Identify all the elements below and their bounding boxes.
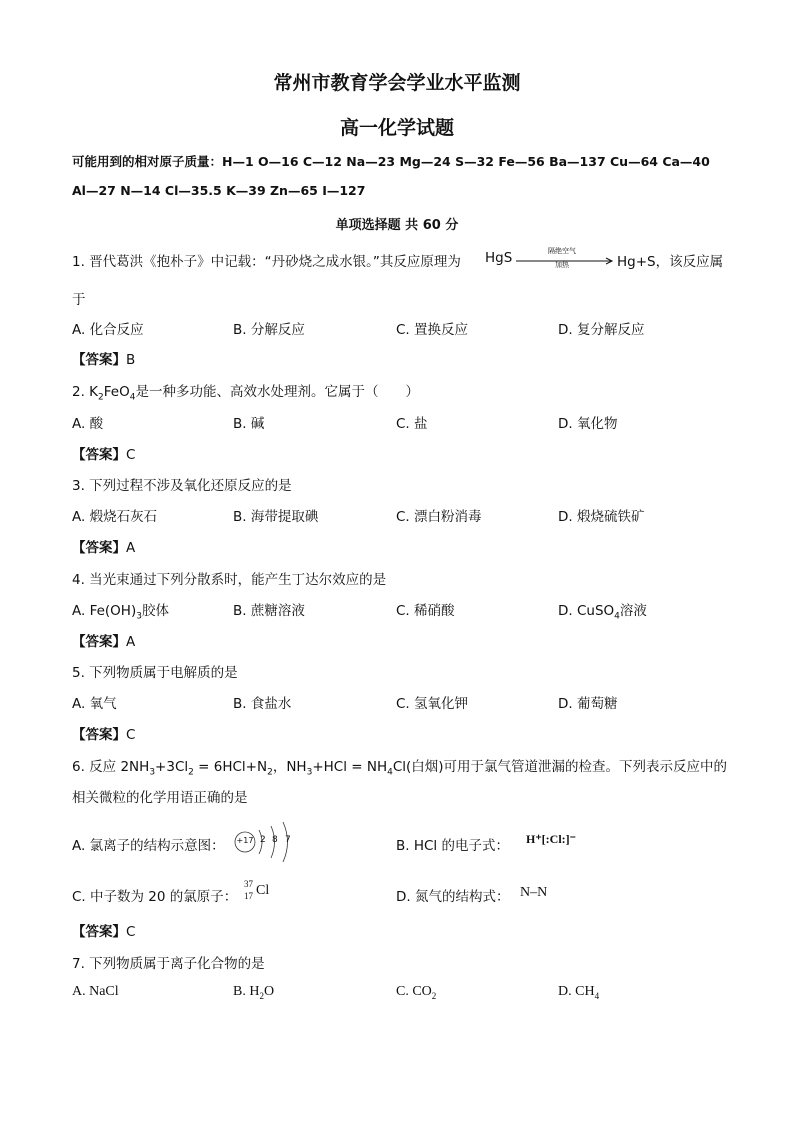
q2-option-b: B. 碱 [233,416,265,432]
q7-b-post: O [263,984,275,999]
q1-option-d: D. 复分解反应 [558,322,645,338]
question-5-stem: 5. 下列物质属于电解质的是 [72,665,238,681]
q6-answer [72,920,135,940]
q2-option-c: C. 盐 [396,416,428,432]
question-4-stem: 4. 当光束通过下列分散系时，能产生丁达尔效应的是 [72,572,387,588]
q1-option-a: A. 化合反应 [72,322,144,338]
question-3-stem: 3. 下列过程不涉及氧化还原反应的是 [72,478,292,494]
chloride-structure-diagram [232,818,302,864]
q4-a-post: 胶体 [141,603,169,619]
q1-stem-tail: ，该反应属 [655,254,724,270]
q1-reaction-arrow [516,246,616,270]
question-2-stem [72,380,419,403]
q7-d-pre: D. CH [558,984,595,999]
atomic-number: 17 [244,891,253,901]
q6-sub-e: 4 [387,767,393,778]
q6-s-f: Cl(白烟)可用于氯气管道泄漏的检查。下列表示反应中的 [392,759,728,775]
q6-s-e: +HCl = NH [312,759,388,775]
shell-1: 2 [260,835,266,845]
q1-option-b: B. 分解反应 [233,322,305,338]
q3-option-d: D. 煅烧硫铁矿 [558,509,645,525]
q4-option-d [558,599,647,622]
q5-answer-value: C [126,727,136,743]
shell-2: 8 [272,835,278,845]
q5-option-a: A. 氧气 [72,696,117,712]
q4-d-sub: 4 [614,611,620,622]
q7-option-d [558,984,599,1001]
q1-reactant: HgS [485,250,513,266]
q6-sub-c: 2 [267,767,273,778]
q6-option-c [72,885,237,905]
q6-d-label: D. 氮气的结构式： [396,889,510,905]
question-1-equation [485,250,512,266]
question-1-stem [72,250,461,270]
q2-sub1: 2 [98,392,104,403]
q6-option-b [396,834,509,854]
q6-sub-d: 3 [306,767,313,778]
atomic-masses-line2: Al—27 N—14 Cl—35.5 K—39 Zn—65 I—127 [72,183,366,198]
q4-a-pre: A. Fe(OH) [72,603,137,619]
q2-option-a: A. 酸 [72,416,104,432]
q1-product: Hg+S [617,254,656,270]
q6-option-a: A. 氯离子的结构示意图： [72,838,225,854]
q4-option-b: B. 蔗糖溶液 [233,603,305,619]
q1-answer [72,348,135,368]
q5-option-c: C. 氢氧化钾 [396,696,469,712]
q2-stem-post: 是一种多功能、高效水处理剂。它属于（ ） [135,384,419,400]
q1-cond-top: 隔绝空气 [548,247,576,255]
answer-label: 【答案】 [72,447,126,463]
section-heading: 单项选择题 共 60 分 [335,218,459,233]
q4-option-c: C. 稀硝酸 [396,603,455,619]
q6-s-c: = 6HCl+N [193,759,268,775]
q4-option-a [72,599,169,622]
q6-s-a: 6. 反应 2NH [72,759,150,775]
page-title: 常州市教育学会学业水平监测 [273,72,521,94]
chlorine-isotope-notation [244,879,274,905]
atomic-masses-line1: 可能用到的相对原子质量：H—1 O—16 C—12 Na—23 Mg—24 S—32 Fe—56 Ba—137 Cu—64 Ca—40 [72,154,710,169]
q7-option-a: A. NaCl [72,984,119,999]
q4-a-sub: 3 [136,611,142,622]
q4-answer-value: A [126,634,136,650]
answer-label: 【答案】 [72,634,126,650]
q6-s-b: +3Cl [155,759,189,775]
answer-label: 【答案】 [72,540,126,556]
question-1-stem-text: 1. 晋代葛洪《抱朴子》中记载：“丹砂烧之成水银。”其反应原理为 [72,254,461,270]
q7-c-sub: 2 [431,990,437,1001]
q4-answer [72,630,135,650]
q7-b-sub: 2 [259,990,264,1001]
q2-option-d: D. 氧化物 [558,416,618,432]
q4-d-pre: D. CuSO [558,603,615,619]
q5-answer [72,723,135,743]
q6-sub-b: 2 [188,767,194,778]
q2-stem-pre: 2. K [72,384,99,400]
page-subtitle: 高一化学试题 [339,117,454,139]
nitrogen-structural-formula: N–N [520,885,548,900]
q6-sub-a: 3 [149,767,156,778]
q7-option-b [233,984,274,1001]
q6-answer-value: C [126,924,136,940]
q1-option-c: C. 置换反应 [396,322,469,338]
answer-label: 【答案】 [72,727,126,743]
q7-b-pre: B. H [233,984,260,999]
mass-number: 37 [244,879,253,889]
q3-option-a: A. 煅烧石灰石 [72,509,158,525]
question-6-stem [72,755,727,778]
q2-answer [72,443,135,463]
q2-answer-value: C [126,447,136,463]
question-1-stem-cont: 于 [72,292,86,308]
element-symbol: Cl [256,883,270,898]
q7-c-pre: C. CO [396,984,432,999]
q1-product-line [617,250,723,270]
q2-stem-mid: FeO [103,384,130,400]
q1-answer-value: B [126,352,136,368]
q2-sub2: 4 [129,392,136,403]
q3-option-b: B. 海带提取碘 [233,509,319,525]
q7-option-c [396,984,436,1001]
q3-answer [72,536,135,556]
q3-answer-value: A [126,540,136,556]
q1-cond-bottom: 加热 [555,261,569,269]
q7-d-sub: 4 [594,990,600,1001]
q6-c-label: C. 中子数为 20 的氯原子： [72,889,238,905]
answer-label: 【答案】 [72,924,126,940]
q3-option-c: C. 漂白粉消毒 [396,509,482,525]
nucleus-charge: +17 [236,836,254,845]
q5-option-d: D. 葡萄糖 [558,696,618,712]
q6-option-d [396,885,509,905]
shell-3: 7 [285,835,291,845]
q6-b-label: B. HCl 的电子式： [396,838,509,854]
q4-d-post: 溶液 [619,603,647,619]
hcl-electron-formula: H⁺[:Cl:]⁻ [526,832,576,846]
question-6-stem-line2: 相关微粒的化学用语正确的是 [72,790,248,806]
q6-s-d: ，NH [272,759,307,775]
question-7-stem: 7. 下列物质属于离子化合物的是 [72,956,265,972]
q5-option-b: B. 食盐水 [233,696,292,712]
answer-label: 【答案】 [72,352,126,368]
